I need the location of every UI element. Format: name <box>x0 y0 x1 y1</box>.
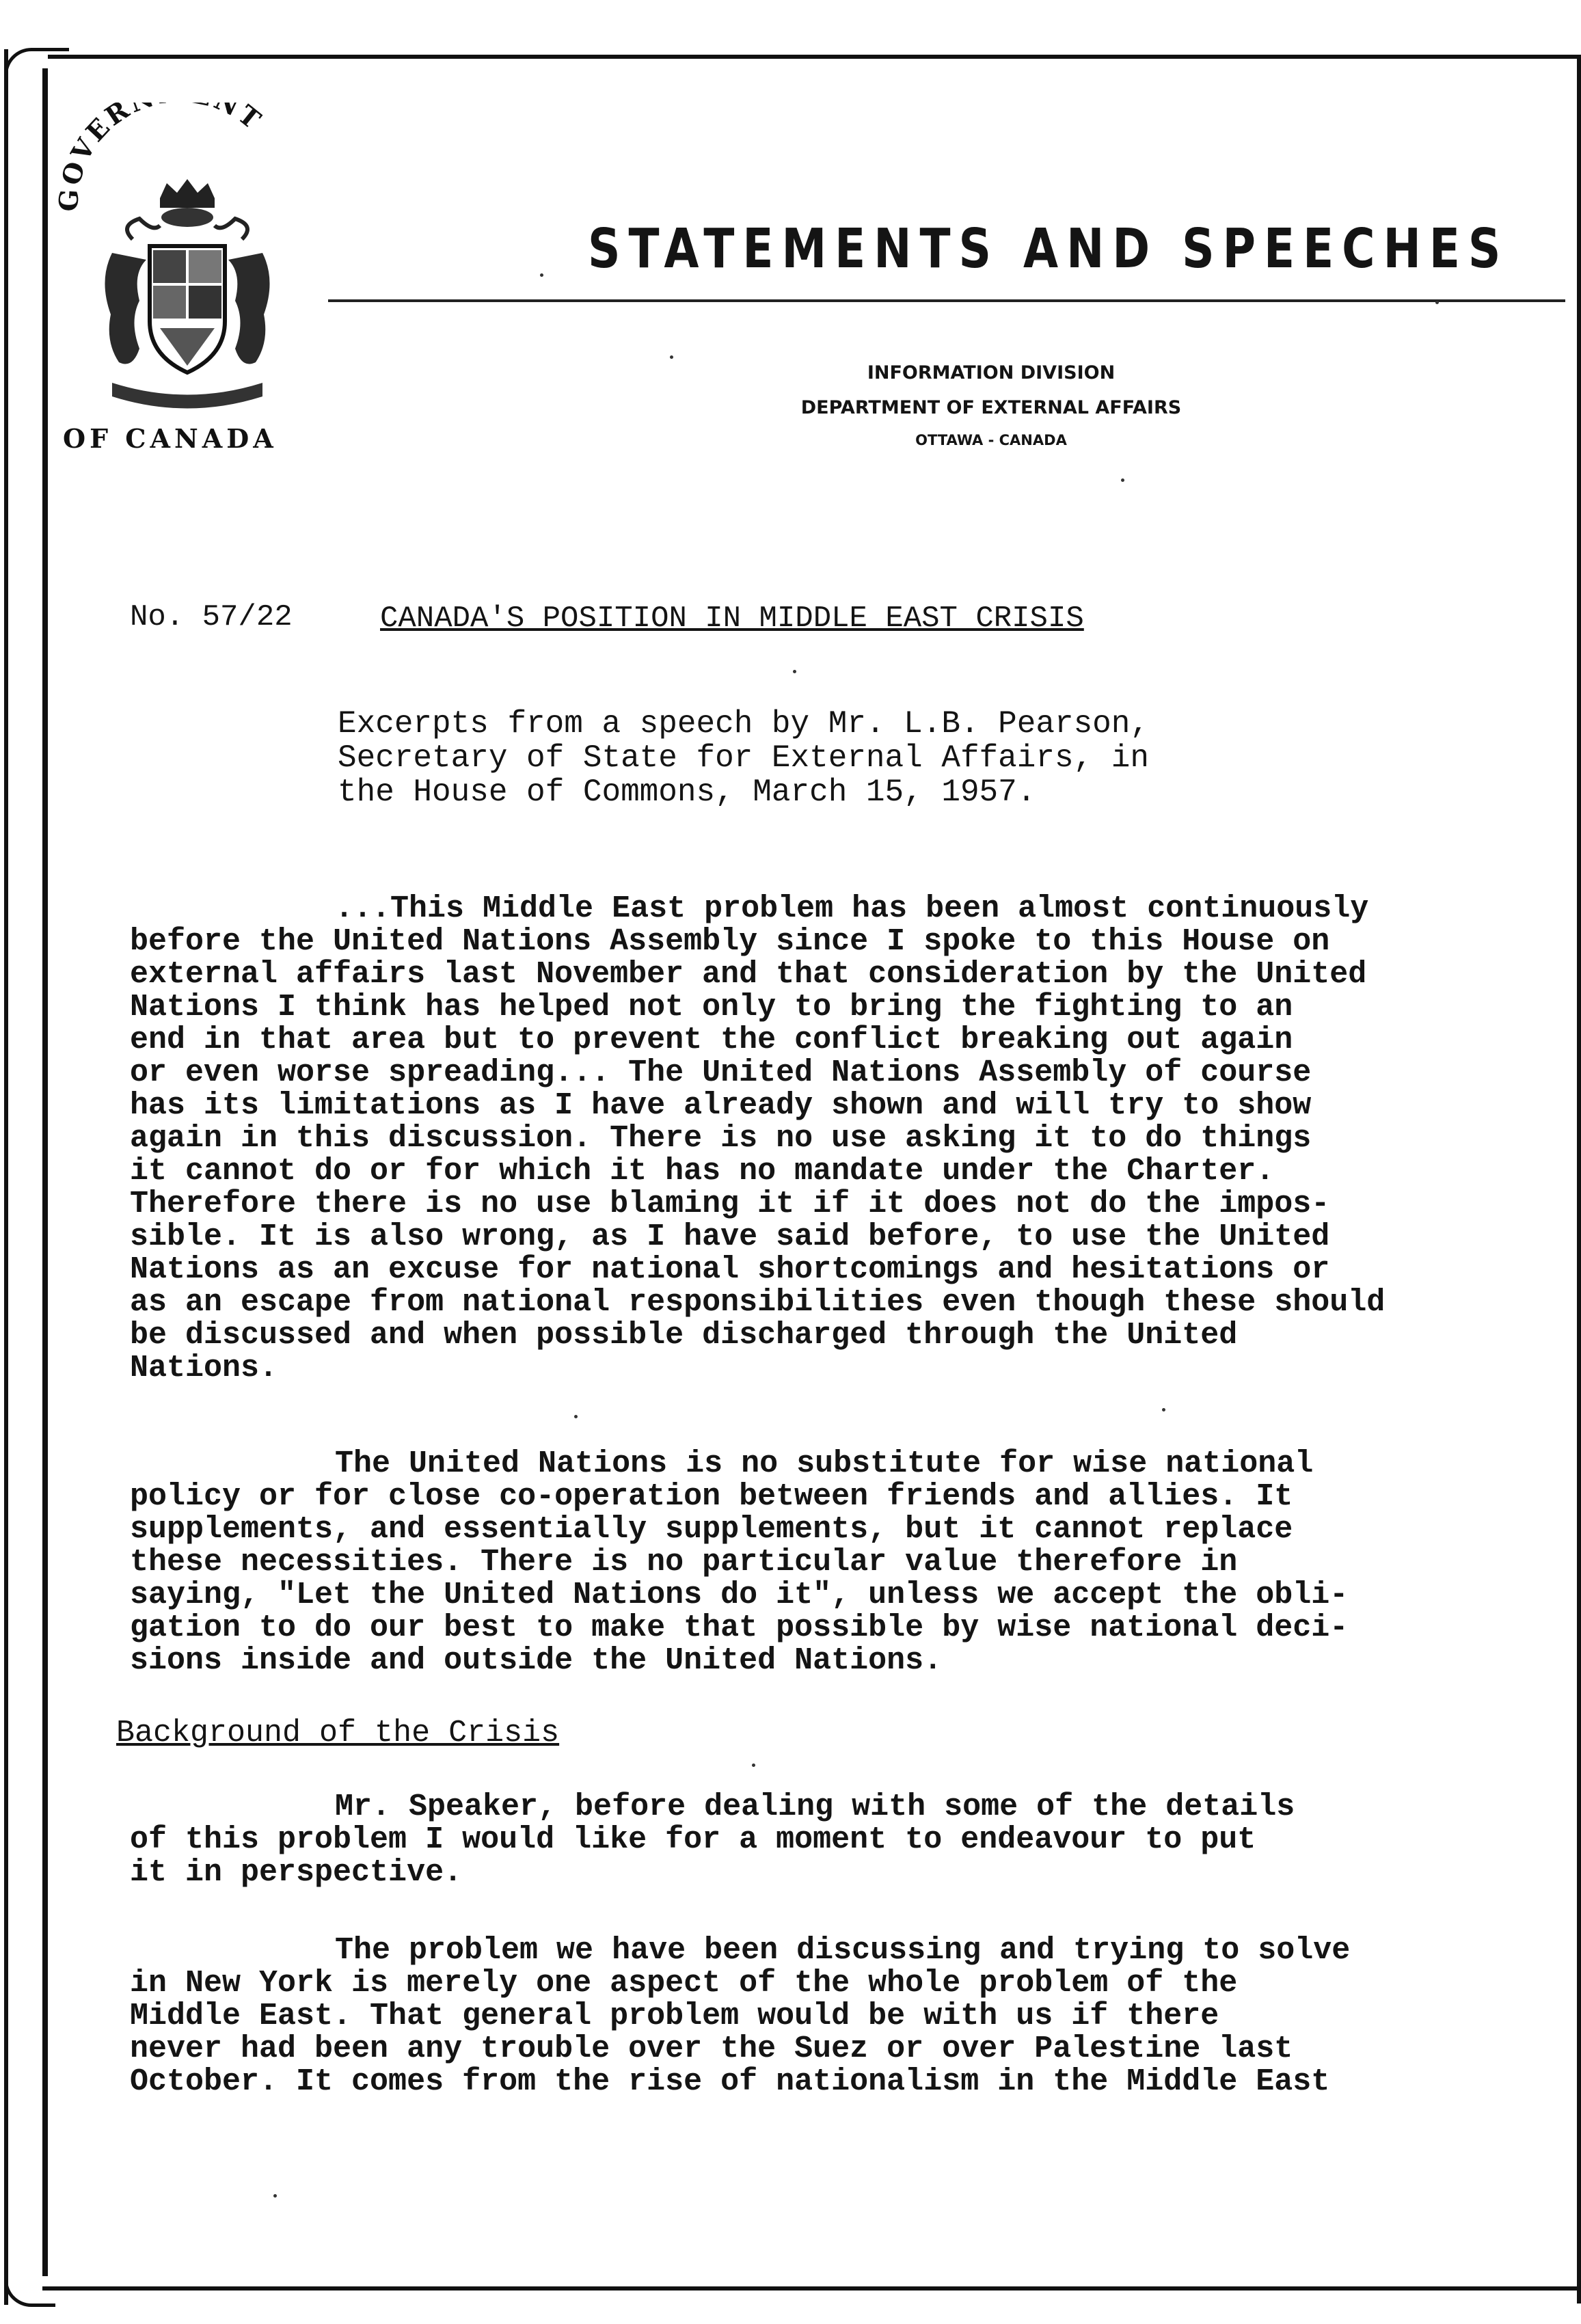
seal-top-text: OVER NT <box>57 103 269 189</box>
excerpt-note <box>338 707 1363 809</box>
paragraph-line: supplements, and essentially supplements, but it cannot replace <box>130 1512 1293 1547</box>
masthead-title: STATEMENTS AND SPEECHES <box>588 217 1509 281</box>
speck <box>574 1415 578 1418</box>
binder-frame-left-outer <box>4 49 8 2305</box>
speck <box>1121 478 1124 482</box>
paragraph-line: Middle East. That general problem would be with us if there <box>130 1999 1219 2033</box>
paragraph-line: be discussed and when possible discharged through the United <box>130 1318 1238 1353</box>
excerpt-line: Excerpts from a speech by Mr. L.B. Pearson, <box>338 706 1149 742</box>
paragraph-line: Therefore there is no use blaming it if it does not do the impos- <box>130 1187 1330 1221</box>
binder-frame-top <box>48 55 1579 59</box>
excerpt-line: Secretary of State for External Affairs, in <box>338 740 1149 776</box>
excerpt-line: the House of Commons, March 15, 1957. <box>338 774 1036 810</box>
speck <box>793 670 796 673</box>
speck <box>670 355 673 359</box>
government-seal <box>57 103 303 458</box>
binder-frame-bottom <box>42 2286 1581 2291</box>
paragraph-line: The United Nations is no substitute for wise national <box>335 1446 1314 1481</box>
binder-frame-corner-bottom <box>4 2276 55 2307</box>
paragraph-line: October. It comes from the rise of nationalism in the Middle East <box>130 2064 1330 2099</box>
paragraph-line: these necessities. There is no particular value therefore in <box>130 1545 1238 1580</box>
paragraph-line: of this problem I would like for a moment to endeavour to put <box>130 1822 1256 1857</box>
document-title: CANADA'S POSITION IN MIDDLE EAST CRISIS <box>380 602 1084 636</box>
paragraph-line: has its limitations as I have already shown and will try to show <box>130 1088 1312 1123</box>
paragraph-line: The problem we have been discussing and trying to solve <box>335 1933 1351 1968</box>
body-paragraph-4 <box>130 1934 1545 2098</box>
paragraph-line: or even worse spreading... The United Nations Assembly of course <box>130 1055 1312 1090</box>
location: OTTAWA - CANADA <box>915 432 1067 448</box>
paragraph-line: end in that area but to prevent the conflict breaking out again <box>130 1023 1293 1057</box>
paragraph-line: Mr. Speaker, before dealing with some of the details <box>335 1789 1295 1824</box>
seal-bottom-text: OF CANADA <box>63 423 278 454</box>
body-paragraph-2 <box>130 1448 1545 1677</box>
paragraph-line: never had been any trouble over the Suez or over Palestine last <box>130 2031 1293 2066</box>
speck <box>752 1764 755 1767</box>
document-number: No. 57/22 <box>130 600 293 634</box>
paragraph-line: in New York is merely one aspect of the whole problem of the <box>130 1966 1238 2001</box>
paragraph-line: it cannot do or for which it has no mandate under the Charter. <box>130 1154 1275 1189</box>
speck <box>540 273 543 277</box>
paragraph-line: Nations. <box>130 1351 278 1386</box>
section-subheading: Background of the Crisis <box>116 1716 560 1751</box>
body-paragraph-1 <box>130 893 1545 1385</box>
body-paragraph-3 <box>130 1791 1545 1889</box>
paragraph-line: external affairs last November and that consideration by the United <box>130 957 1367 992</box>
paragraph-line: again in this discussion. There is no use asking it to do things <box>130 1121 1312 1156</box>
speck <box>1435 301 1439 304</box>
paragraph-line: sions inside and outside the United Nations. <box>130 1643 943 1678</box>
department-name: DEPARTMENT OF EXTERNAL AFFAIRS <box>800 397 1182 418</box>
masthead-rule <box>328 299 1565 302</box>
paragraph-line: Nations I think has helped not only to bring the fighting to an <box>130 990 1293 1025</box>
paragraph-line: gation to do our best to make that possible by wise national deci- <box>130 1610 1349 1645</box>
paragraph-line: Nations as an excuse for national shortcomings and hesitations or <box>130 1252 1330 1287</box>
speck <box>273 2194 277 2198</box>
paragraph-line: it in perspective. <box>130 1855 463 1890</box>
binder-frame-right <box>1577 55 1581 2303</box>
paragraph-line: ...This Middle East problem has been almost continuously <box>335 891 1369 926</box>
binder-frame-corner-top <box>4 48 69 79</box>
department-block <box>684 362 1299 448</box>
paragraph-line: saying, "Let the United Nations do it", unless we accept the obli- <box>130 1578 1349 1612</box>
binder-frame-left-inner <box>42 68 48 2276</box>
speck <box>1162 1408 1165 1411</box>
paragraph-line: before the United Nations Assembly since I spoke to this House on <box>130 924 1330 959</box>
paragraph-line: policy or for close co-operation between friends and allies. It <box>130 1479 1293 1514</box>
division-name: INFORMATION DIVISION <box>867 362 1116 383</box>
paragraph-line: sible. It is also wrong, as I have said before, to use the United <box>130 1219 1330 1254</box>
canadian-coat-of-arms-icon <box>57 103 303 458</box>
paragraph-line: as an escape from national responsibilities even though these should <box>130 1285 1386 1320</box>
